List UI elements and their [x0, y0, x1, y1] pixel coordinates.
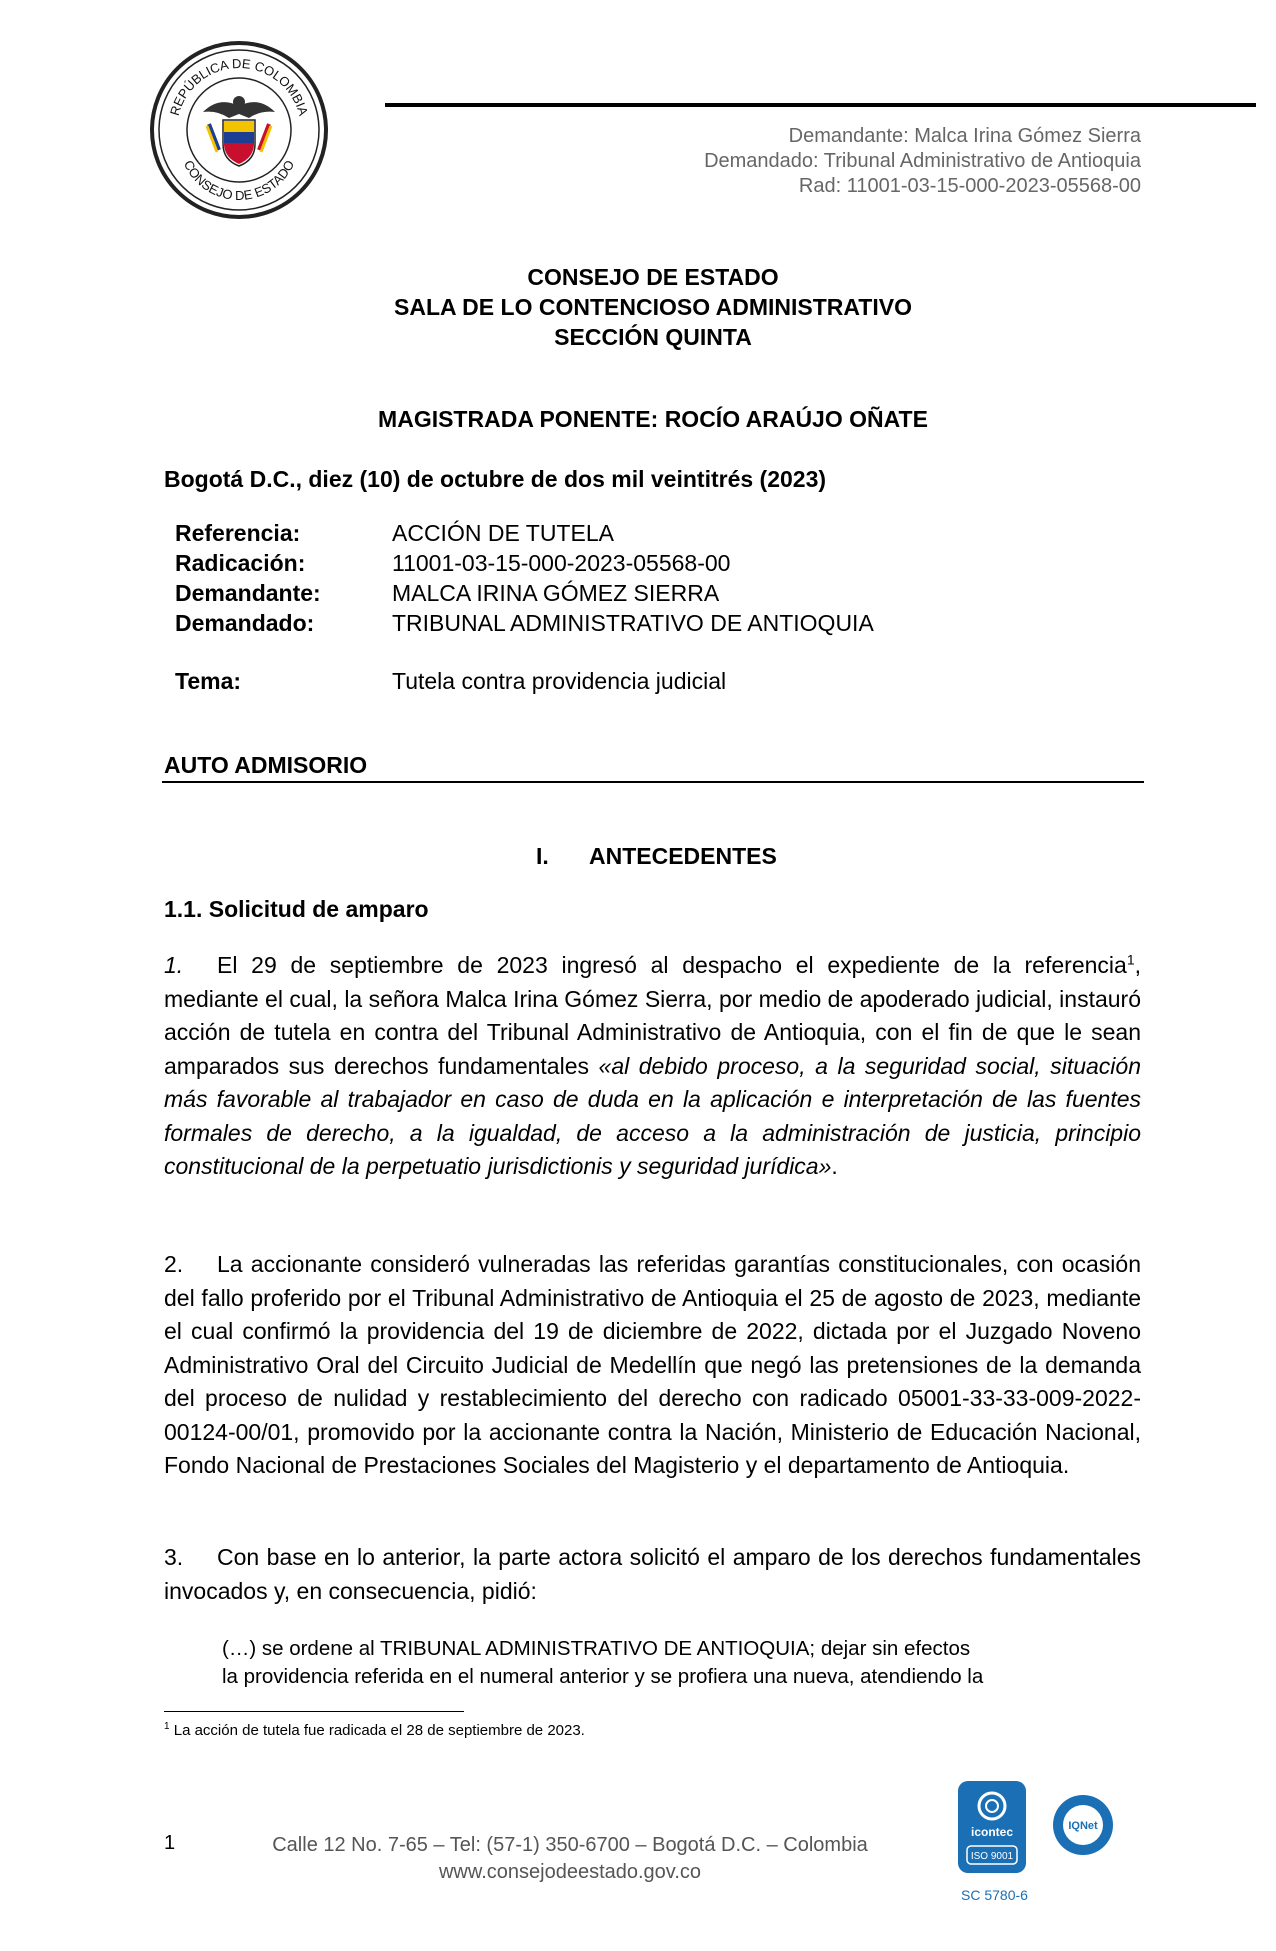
block-quote — [222, 1635, 1092, 1691]
court-line-2: SALA DE LO CONTENCIOSO ADMINISTRATIVO — [394, 294, 912, 320]
svg-text:icontec: icontec — [970, 1825, 1014, 1839]
paragraph-text: , mediante el cual, la señora Malca Irina Gómez Sierra, por medio de apoderado judicial, instauró acción de tutela en contra del Tribunal Administrativo de Antioquia, con el fin de que le sean amparados sus derechos fundamentales — [164, 952, 1141, 1079]
header-demandado: Demandado: Tribunal Administrativo de Antioquia — [704, 150, 1141, 172]
iqnet-certification-icon — [1051, 1793, 1115, 1857]
court-heading — [0, 262, 1276, 352]
consejo-de-estado-seal — [149, 40, 329, 220]
quote-line: la providencia referida en el numeral anterior y se profiera una nueva, atendiendo la — [222, 1665, 984, 1688]
svg-text:ISO 9001: ISO 9001 — [970, 1851, 1014, 1862]
header-rad: Rad: 11001-03-15-000-2023-05568-00 — [798, 175, 1141, 197]
footnote-ref[interactable]: 1 — [1126, 951, 1135, 968]
footnote-mark: 1 — [164, 1721, 170, 1732]
reference-table — [175, 520, 874, 698]
reference-row — [175, 550, 874, 580]
footnote-separator — [164, 1711, 464, 1712]
radicacion-value: 11001-03-15-000-2023-05568-00 — [392, 550, 731, 576]
footnote — [164, 1721, 585, 1739]
paragraph-text: La accionante consideró vulneradas las referidas garantías constitucionales, con ocasión del fallo proferido por el Tribunal Administrativo de Antioquia el 25 de agosto de 2023, mediante el cual confirmó la providencia del 19 de diciembre de 2022, dictada por el Juzgado Noveno Administrativo Oral del Circuito Judicial de Medellín que negó las pretensiones de la demanda del proceso de nulidad y restablecimiento del derecho con radicado 05001-33-33-009-2022-00124-00/01, promovido por la accionante contra la Nación, Ministerio de Educación Nacional, Fondo Nacional de Prestaciones Sociales del Magisterio y el departamento de Antioquia. — [164, 1251, 1141, 1478]
paragraph-number: 1. — [164, 952, 184, 978]
paragraph-number: 3. — [164, 1544, 184, 1570]
reference-spacer — [175, 640, 874, 668]
reference-row — [175, 610, 874, 640]
header-demandante: Demandante: Malca Irina Gómez Sierra — [788, 125, 1141, 147]
page-number: 1 — [164, 1832, 176, 1854]
reference-row — [175, 668, 874, 698]
auto-title: AUTO ADMISORIO — [164, 752, 368, 778]
demandado-value: TRIBUNAL ADMINISTRATIVO DE ANTIOQUIA — [392, 610, 874, 636]
header-rule — [385, 103, 1256, 107]
tema-value: Tutela contra providencia judicial — [392, 668, 727, 694]
paragraph-text: Con base en lo anterior, la parte actora solicitó el amparo de los derechos fundamentales invocados y, en consecuencia, pidió: — [164, 1544, 1141, 1604]
document-date: Bogotá D.C., diez (10) de octubre de dos mil veintitrés (2023) — [164, 466, 827, 492]
footer-website[interactable]: www.consejodeestado.gov.co — [438, 1861, 701, 1883]
section-number: I. — [536, 843, 549, 869]
paragraph-quote: «al debido proceso, a la seguridad social, situación más favorable al trabajador en caso de duda en la aplicación e interpretación de las fuentes formales de derecho, a la igualdad, de acceso a la administración de justicia, principio constitucional de la perpetuatio jurisdictionis y seguridad jurídica» — [164, 1052, 1141, 1179]
reference-row — [175, 580, 874, 610]
radicacion-label: Radicación: — [175, 550, 306, 576]
svg-text:CONSEJO DE ESTADO: CONSEJO DE ESTADO — [180, 157, 298, 204]
section-title-text: ANTECEDENTES — [589, 843, 777, 869]
paragraph-1 — [164, 949, 1141, 1184]
quote-line: (…) se ordene al TRIBUNAL ADMINISTRATIVO DE ANTIOQUIA; dejar sin efectos — [222, 1637, 971, 1660]
paragraph-3 — [164, 1541, 1141, 1608]
demandado-label: Demandado: — [175, 610, 315, 636]
tema-label: Tema: — [175, 668, 242, 694]
paragraph-2 — [164, 1248, 1141, 1483]
court-line-1: CONSEJO DE ESTADO — [527, 264, 779, 290]
footnote-text: La acción de tutela fue radicada el 28 de septiembre de 2023. — [169, 1722, 585, 1739]
certificate-code: SC 5780-6 — [961, 1887, 1028, 1903]
subsection-heading: 1.1. Solicitud de amparo — [164, 896, 429, 922]
section-heading — [536, 843, 777, 870]
court-line-3: SECCIÓN QUINTA — [554, 324, 752, 350]
svg-text:IQNet: IQNet — [1068, 1820, 1098, 1832]
demandante-value: MALCA IRINA GÓMEZ SIERRA — [392, 580, 720, 606]
demandante-label: Demandante: — [175, 580, 321, 606]
paragraph-text: . — [831, 1153, 838, 1179]
auto-title-rule — [162, 781, 1144, 783]
svg-text:REPÚBLICA DE COLOMBIA: REPÚBLICA DE COLOMBIA — [166, 55, 312, 118]
magistrada-ponente: MAGISTRADA PONENTE: ROCÍO ARAÚJO OÑATE — [378, 406, 928, 432]
reference-row — [175, 520, 874, 550]
header-case-info — [704, 124, 1141, 199]
referencia-label: Referencia: — [175, 520, 301, 546]
paragraph-text: El 29 de septiembre de 2023 ingresó al despacho el expediente de la referencia — [217, 952, 1127, 978]
footer-address — [230, 1832, 910, 1886]
paragraph-number: 2. — [164, 1251, 184, 1277]
footer-address-line: Calle 12 No. 7-65 – Tel: (57-1) 350-6700 – Bogotá D.C. – Colombia — [272, 1834, 868, 1856]
referencia-value: ACCIÓN DE TUTELA — [392, 520, 614, 546]
icontec-certification-icon — [957, 1780, 1027, 1874]
